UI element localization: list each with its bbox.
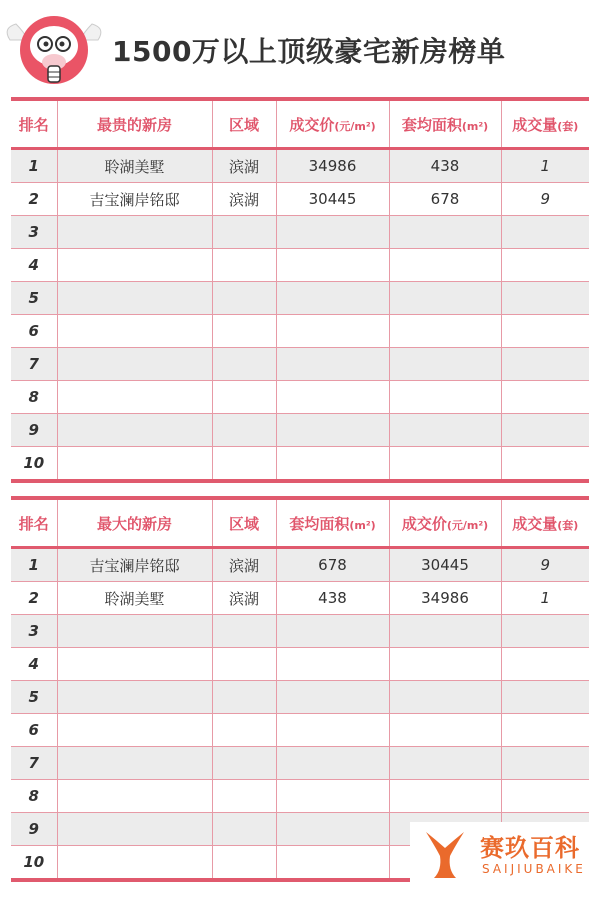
cell-region — [212, 648, 276, 681]
cell-rank: 9 — [11, 414, 57, 447]
watermark-logo — [410, 822, 590, 886]
table-row — [11, 615, 589, 648]
cell-volume — [501, 216, 589, 249]
cell-project — [57, 714, 212, 747]
cell-price — [389, 615, 501, 648]
cell-rank: 6 — [11, 315, 57, 348]
cell-price: 34986 — [389, 582, 501, 615]
cell-project — [57, 813, 212, 846]
page-header — [0, 0, 600, 95]
cell-region — [212, 414, 276, 447]
cell-project — [57, 747, 212, 780]
col-area: 套均面积(m²) — [276, 498, 389, 548]
cell-area — [389, 282, 501, 315]
cell-project — [57, 780, 212, 813]
cell-price — [276, 414, 389, 447]
cell-area — [276, 747, 389, 780]
col-price: 成交价(元/m²) — [389, 498, 501, 548]
cell-rank: 1 — [11, 548, 57, 582]
cell-project — [57, 447, 212, 482]
cell-project: 聆湖美墅 — [57, 582, 212, 615]
cell-area: 438 — [276, 582, 389, 615]
whale-tail-icon — [420, 826, 470, 882]
cell-region — [212, 315, 276, 348]
cell-price — [276, 381, 389, 414]
cell-volume — [501, 747, 589, 780]
cell-region — [212, 348, 276, 381]
cell-area — [276, 681, 389, 714]
table-row — [11, 315, 589, 348]
cell-rank: 8 — [11, 780, 57, 813]
cell-project — [57, 615, 212, 648]
cell-volume — [501, 282, 589, 315]
cell-project — [57, 315, 212, 348]
cell-volume — [501, 648, 589, 681]
table-row — [11, 548, 589, 582]
cell-region: 滨湖 — [212, 548, 276, 582]
col-rank: 排名 — [11, 498, 57, 548]
cell-area — [276, 813, 389, 846]
cell-area — [276, 846, 389, 881]
cell-price — [389, 780, 501, 813]
table-row — [11, 681, 589, 714]
cell-volume — [501, 414, 589, 447]
cell-area — [389, 315, 501, 348]
cell-price — [276, 348, 389, 381]
cell-area — [276, 780, 389, 813]
cell-rank: 5 — [11, 282, 57, 315]
cell-rank: 2 — [11, 582, 57, 615]
cell-rank: 4 — [11, 249, 57, 282]
cell-project — [57, 648, 212, 681]
col-price: 成交价(元/m²) — [276, 99, 389, 149]
cell-rank: 7 — [11, 747, 57, 780]
cell-price: 34986 — [276, 149, 389, 183]
cell-volume — [501, 714, 589, 747]
cell-volume — [501, 348, 589, 381]
cell-region: 滨湖 — [212, 183, 276, 216]
cell-price — [389, 681, 501, 714]
cell-project: 聆湖美墅 — [57, 149, 212, 183]
table-row — [11, 216, 589, 249]
table-row — [11, 780, 589, 813]
table-row — [11, 149, 589, 183]
cell-rank: 5 — [11, 681, 57, 714]
cell-area — [276, 615, 389, 648]
cell-project — [57, 249, 212, 282]
watermark-text-cn: 赛玖百科 — [480, 834, 580, 862]
cell-price — [276, 282, 389, 315]
cell-price — [389, 648, 501, 681]
cell-region: 滨湖 — [212, 149, 276, 183]
watermark-text-en: SAIJIUBAIKE — [482, 862, 586, 876]
cell-project: 吉宝澜岸铭邸 — [57, 548, 212, 582]
col-area: 套均面积(m²) — [389, 99, 501, 149]
cell-volume — [501, 681, 589, 714]
cell-project — [57, 216, 212, 249]
cell-area: 678 — [389, 183, 501, 216]
cell-region — [212, 846, 276, 881]
cell-area — [389, 348, 501, 381]
table-row — [11, 381, 589, 414]
cell-region — [212, 813, 276, 846]
cell-price — [276, 315, 389, 348]
table-row — [11, 648, 589, 681]
cell-area — [276, 714, 389, 747]
cell-volume: 9 — [501, 548, 589, 582]
cell-volume — [501, 447, 589, 482]
cell-price — [276, 249, 389, 282]
cell-volume: 1 — [501, 149, 589, 183]
cell-rank: 3 — [11, 615, 57, 648]
cell-area — [276, 648, 389, 681]
cell-volume — [501, 315, 589, 348]
table-row — [11, 747, 589, 780]
cell-rank: 3 — [11, 216, 57, 249]
cell-region — [212, 681, 276, 714]
cell-price — [276, 216, 389, 249]
cell-rank: 10 — [11, 447, 57, 482]
cell-price — [389, 747, 501, 780]
col-volume: 成交量(套) — [501, 99, 589, 149]
cell-project — [57, 282, 212, 315]
table-row — [11, 249, 589, 282]
most-expensive-table — [11, 97, 589, 483]
cell-price — [276, 447, 389, 482]
cell-region — [212, 447, 276, 482]
col-project: 最贵的新房 — [57, 99, 212, 149]
cell-rank: 6 — [11, 714, 57, 747]
cell-region — [212, 780, 276, 813]
cell-price: 30445 — [389, 548, 501, 582]
cell-area: 438 — [389, 149, 501, 183]
cell-project — [57, 381, 212, 414]
cell-region — [212, 381, 276, 414]
cell-project — [57, 681, 212, 714]
col-rank: 排名 — [11, 99, 57, 149]
col-region: 区域 — [212, 498, 276, 548]
cell-rank: 1 — [11, 149, 57, 183]
cell-rank: 4 — [11, 648, 57, 681]
cell-region — [212, 615, 276, 648]
cell-rank: 2 — [11, 183, 57, 216]
cell-rank: 10 — [11, 846, 57, 881]
cell-region: 滨湖 — [212, 582, 276, 615]
cell-price: 30445 — [276, 183, 389, 216]
col-project: 最大的新房 — [57, 498, 212, 548]
cell-area — [389, 414, 501, 447]
cell-project — [57, 348, 212, 381]
cell-region — [212, 282, 276, 315]
cell-area: 678 — [276, 548, 389, 582]
table-row — [11, 447, 589, 482]
cell-project — [57, 414, 212, 447]
table-row — [11, 282, 589, 315]
cell-rank: 8 — [11, 381, 57, 414]
table-header-row — [11, 498, 589, 548]
col-volume: 成交量(套) — [501, 498, 589, 548]
cell-volume — [501, 780, 589, 813]
page-title: 1500万以上顶级豪宅新房榜单 — [112, 35, 506, 68]
col-region: 区域 — [212, 99, 276, 149]
cell-volume — [501, 249, 589, 282]
cell-area — [389, 216, 501, 249]
cell-region — [212, 747, 276, 780]
cell-volume — [501, 381, 589, 414]
cell-rank: 9 — [11, 813, 57, 846]
table-header-row — [11, 99, 589, 149]
table-row — [11, 714, 589, 747]
cell-region — [212, 216, 276, 249]
cell-region — [212, 249, 276, 282]
cell-project: 吉宝澜岸铭邸 — [57, 183, 212, 216]
cell-volume: 9 — [501, 183, 589, 216]
cell-area — [389, 249, 501, 282]
cell-area — [389, 381, 501, 414]
sheep-mascot-icon — [2, 10, 106, 88]
cell-volume — [501, 615, 589, 648]
cell-project — [57, 846, 212, 881]
table-row — [11, 348, 589, 381]
table-row — [11, 183, 589, 216]
table-body — [11, 149, 589, 482]
cell-volume: 1 — [501, 582, 589, 615]
cell-region — [212, 714, 276, 747]
table-row — [11, 582, 589, 615]
table-row — [11, 414, 589, 447]
cell-rank: 7 — [11, 348, 57, 381]
cell-area — [389, 447, 501, 482]
cell-price — [389, 714, 501, 747]
